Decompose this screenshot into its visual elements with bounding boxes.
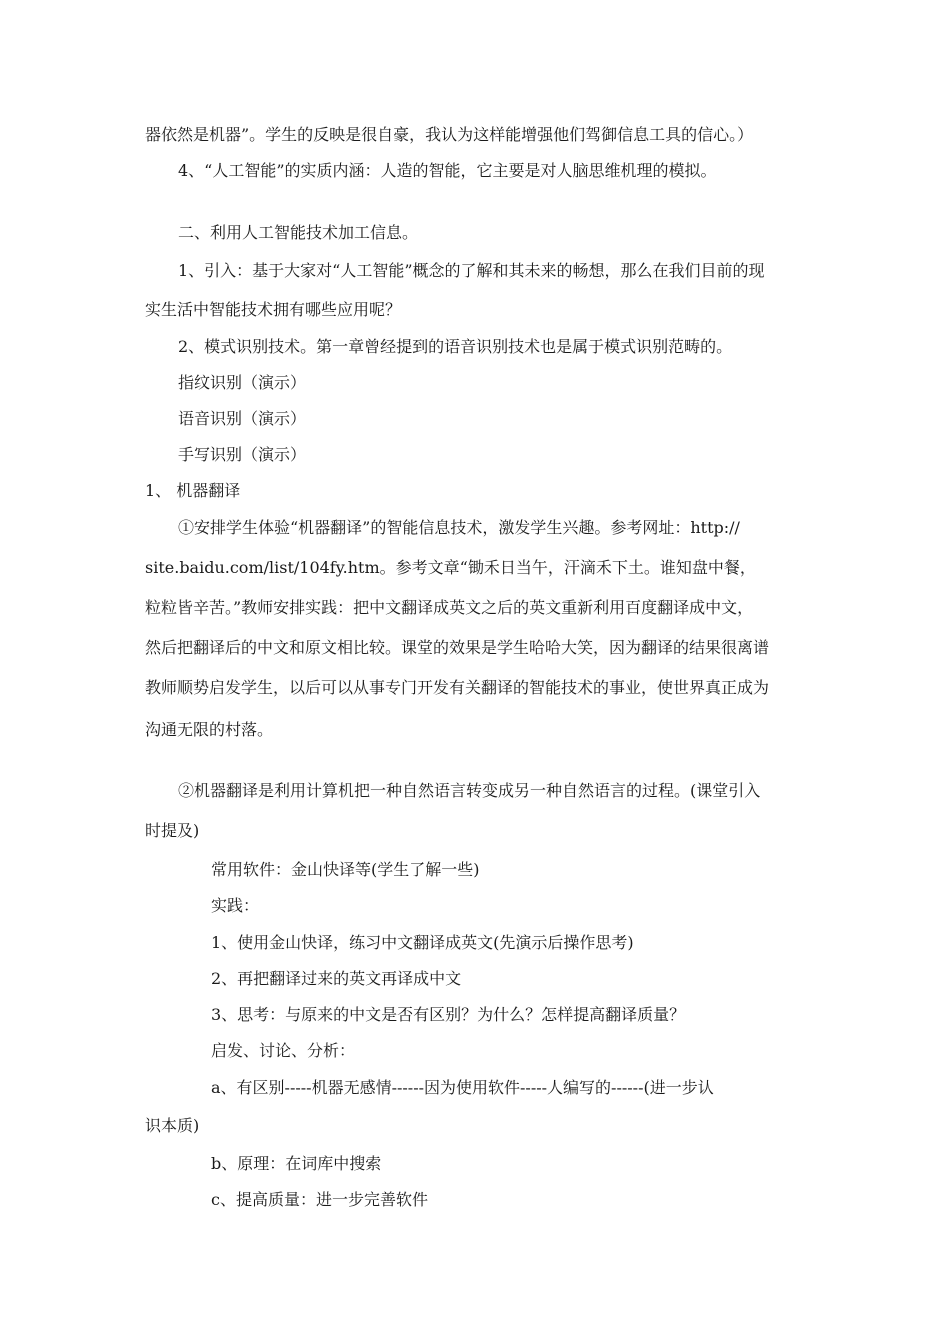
list-item: 2、再把翻译过来的英文再译成中文 xyxy=(211,969,462,988)
text-line: 4、“人工智能”的实质内涵：人造的智能，它主要是对人脑思维机理的模拟。 xyxy=(178,161,717,180)
text-line: 器依然是机器”。学生的反映是很自豪，我认为这样能增强他们驾御信息工具的信心。） xyxy=(145,125,754,144)
text-line: 2、模式识别技术。第一章曾经提到的语音识别技术也是属于模式识别范畴的。 xyxy=(178,337,733,356)
text-line: ②机器翻译是利用计算机把一种自然语言转变成另一种自然语言的过程。(课堂引入 xyxy=(178,781,761,800)
list-item: 指纹识别（演示） xyxy=(178,373,307,392)
text-line: 教师顺势启发学生，以后可以从事专门开发有关翻译的智能技术的事业，使世界真正成为 xyxy=(145,678,770,697)
text-line: 常用软件：金山快译等(学生了解一些) xyxy=(211,860,480,879)
text-line: 然后把翻译后的中文和原文相比较。课堂的效果是学生哈哈大笑，因为翻译的结果很离谱 xyxy=(145,638,770,657)
list-item: 3、思考：与原来的中文是否有区别？为什么？怎样提高翻译质量？ xyxy=(211,1005,686,1024)
list-item: 手写识别（演示） xyxy=(178,445,307,464)
text-line: 启发、讨论、分析： xyxy=(211,1041,356,1060)
text-line: 1、引入：基于大家对“人工智能”概念的了解和其未来的畅想，那么在我们目前的现 xyxy=(178,261,765,280)
text-line: 实生活中智能技术拥有哪些应用呢？ xyxy=(145,300,402,319)
text-line: site.baidu.com/list/104fy.htm。参考文章“锄禾日当午，汗滴禾下土。谁知盘中餐， xyxy=(145,558,756,577)
text-line: 实践： xyxy=(211,896,260,915)
list-item: 1、使用金山快译，练习中文翻译成英文(先演示后操作思考) xyxy=(211,933,634,952)
text-line: 识本质) xyxy=(145,1116,200,1135)
list-item: a、有区别-----机器无感情------因为使用软件-----人编写的------(进一步认 xyxy=(211,1078,714,1097)
text-line: 时提及) xyxy=(145,821,200,840)
list-item: c、提高质量：进一步完善软件 xyxy=(211,1190,428,1209)
subsection-heading: 1、 机器翻译 xyxy=(145,481,241,500)
text-line: 沟通无限的村落。 xyxy=(145,720,274,739)
section-heading: 二、利用人工智能技术加工信息。 xyxy=(178,223,419,242)
text-line: ①安排学生体验“机器翻译”的智能信息技术，激发学生兴趣。参考网址：http:// xyxy=(178,518,740,537)
list-item: 语音识别（演示） xyxy=(178,409,307,428)
text-line: 粒粒皆辛苦。”教师安排实践：把中文翻译成英文之后的英文重新利用百度翻译成中文， xyxy=(145,598,754,617)
list-item: b、原理：在词库中搜索 xyxy=(211,1154,382,1173)
